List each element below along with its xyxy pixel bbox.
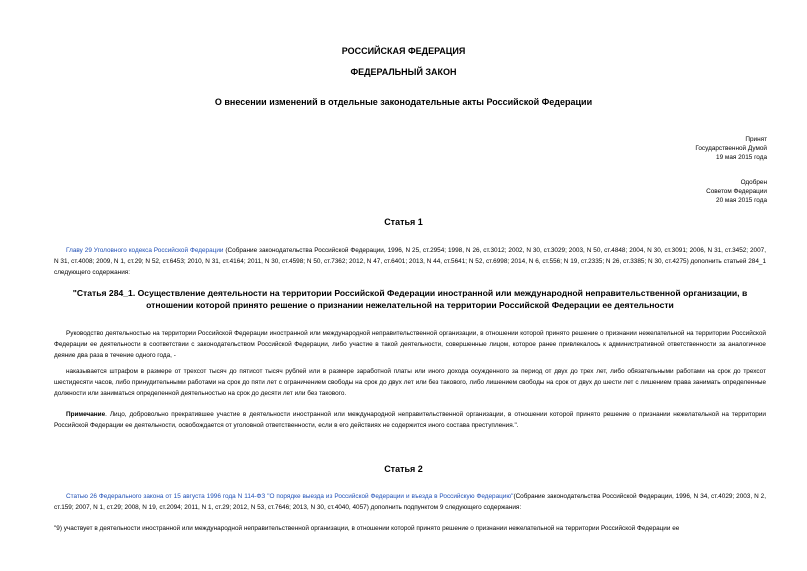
approval-block [706, 178, 767, 205]
approved-date: 20 мая 2015 года [716, 197, 767, 204]
country-heading: РОССИЙСКАЯ ФЕДЕРАЦИЯ [341, 46, 466, 56]
adopted-date: 19 мая 2015 года [716, 154, 767, 161]
approved-by: Советом Федерации [706, 188, 767, 195]
article2-intro-text: (Собрание законодательства Российской Федерации, 1996, N 34, ст.4029; 2003, N 2, ст.159; 2007, N 1, ст.29; 2008, N 19, ст.2094; 2011, N 1, ст.29; 2012, N 53, ст.7646; 2013, N 30, ст.4040, 4057) дополнить подпунктом 9 следующего содержания: [54, 493, 766, 511]
article1-intro [54, 246, 766, 278]
federal-law-link[interactable]: Статью 26 Федерального закона от 15 августа 1996 года N 114-ФЗ "О порядке выезда из Российской Федерации и въезда в Российскую Федерацию" [66, 493, 514, 500]
article284-para1: Руководство деятельностью на территории Российской Федерации иностранной или международной неправительственной организации, в отношении которой принято решение о признании нежелательной на территории Российской Федерации ее деятельности в соответствии с законодательством Российской Федерации, либо участие в такой деятельности, совершенные лицом, которое ранее привлекалось к административной ответственности за аналогичное деяние два раза в течение одного года, - [54, 330, 766, 359]
law-type-heading: ФЕДЕРАЛЬНЫЙ ЗАКОН [350, 67, 457, 77]
article1-heading: Статья 1 [384, 217, 423, 227]
adopted-by: Государственной Думой [695, 145, 767, 152]
approved-label: Одобрен [740, 179, 767, 186]
article2-intro [54, 492, 766, 514]
criminal-code-link[interactable]: Главу 29 Уголовного кодекса Российской Федерации [66, 247, 224, 254]
law-title: О внесении изменений в отдельные законодательные акты Российской Федерации [214, 97, 593, 107]
note-label: Примечание [66, 411, 106, 418]
note-text: . Лицо, добровольно прекратившее участие в деятельности иностранной или международной неправительственной организации, в отношении которой принято решение о признании нежелательной на территории Российской Федерации ее деятельности, освобождается от уголовной ответственности, если в его действиях не содержится иного состава преступления.". [54, 411, 766, 429]
article284-note [54, 410, 766, 432]
article1-intro-text: (Собрание законодательства Российской Федерации, 1996, N 25, ст.2954; 1998, N 26, ст.3012; 2002, N 30, ст.3029; 2003, N 50, ст.4848; 2004, N 30, ст.3091; 2006, N 31, ст.3452; 2007, N 31, ст.4008; 2009, N 1, ст.29; N 52, ст.6453; 2010, N 31, ст.4164; 2011, N 30, ст.4598; N 50, ст.7362; 2012, N 47, ст.6401; 2013, N 44, ст.5641; N 52, ст.6998; 2014, N 6, ст.556; N 19, ст.2335; N 26, ст.3385; N 30, ст.4275) дополнить статьей 284_1 следующего содержания: [54, 247, 766, 276]
article284-title: "Статья 284_1. Осуществление деятельности на территории Российской Федерации иностранной или международной неправительственной организации, в отношении которой принято решение о признании нежелательной на территории Российской Федерации ее деятельности [72, 288, 748, 310]
adoption-block [695, 135, 767, 162]
article2-item9: "9) участвует в деятельности иностранной или международной неправительственной организации, в отношении которой принято решение о признании нежелательной на территории Российской Федерации ее [54, 525, 680, 532]
article2-heading: Статья 2 [384, 464, 423, 474]
article284-para2: наказывается штрафом в размере от трехсот тысяч до пятисот тысяч рублей или в размере заработной платы или иного дохода осужденного за период от двух до трех лет, либо обязательными работами на срок до трехсот шестидесяти часов, либо принудительными работами на срок до пяти лет с ограничением свободы на срок до двух лет или без такового, либо лишением свободы на срок от двух до шести лет с лишением права занимать определенные должности или заниматься определенной деятельностью на срок до десяти лет или без такового. [54, 368, 766, 397]
adopted-label: Принят [745, 136, 767, 143]
